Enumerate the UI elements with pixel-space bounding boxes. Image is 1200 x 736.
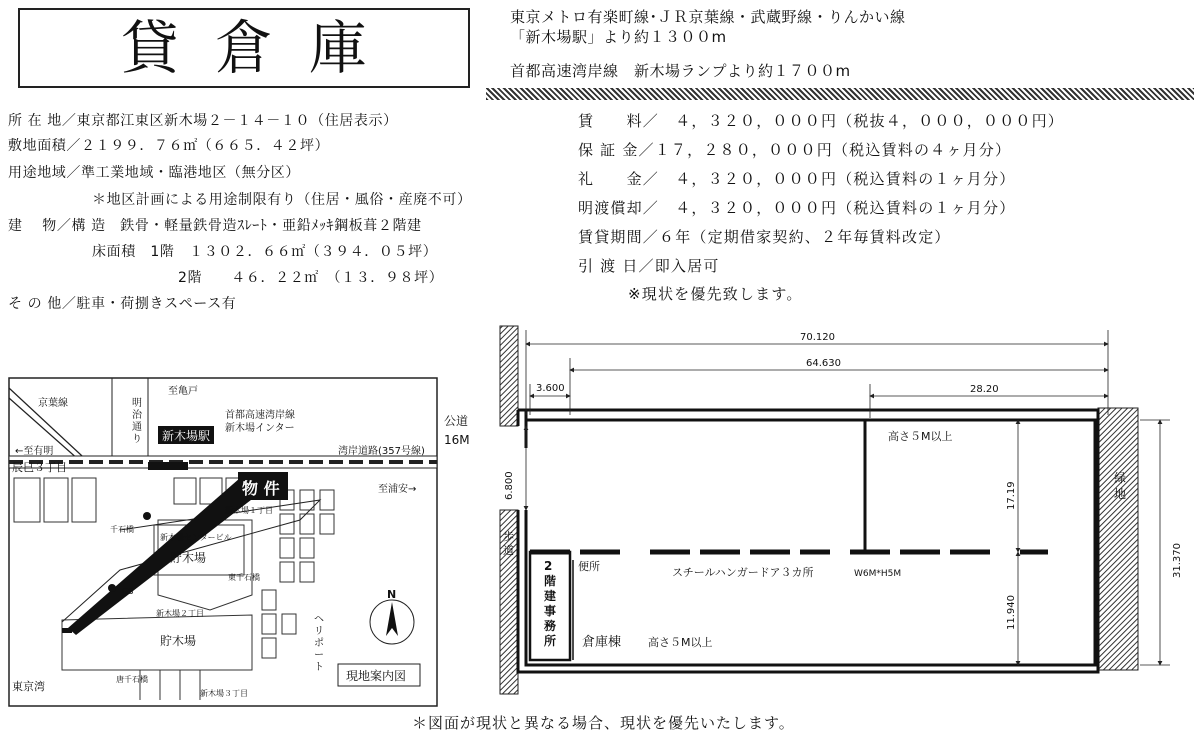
door-size-label: W6M*H5M (854, 569, 902, 579)
map-label-property: 物 件 (242, 479, 280, 498)
map-label-gs: GS (122, 587, 134, 596)
map-label-tosengoku: 東千石橋 (228, 573, 260, 582)
height-upper-label: 高さ５M以上 (888, 430, 953, 443)
map-label-meiji: 明治通り (132, 398, 142, 445)
dim-total-width: 70.120 (800, 332, 835, 343)
location-map (0, 370, 445, 710)
floor-plan (440, 320, 1200, 704)
toilet-label: 便所 (578, 560, 600, 573)
wall-upper (500, 326, 518, 426)
height-lower-label: 高さ５M以上 (648, 636, 713, 649)
map-label-expressway2: 新木場インター (225, 423, 295, 434)
land-area-text: 敷地面積／２１９９．７６㎡（６６５．４２坪） (8, 138, 330, 154)
map-label-shinkiba2: 新木場２丁目 (156, 609, 204, 618)
dim-6-8: 6.800 (504, 471, 515, 500)
station-block (148, 462, 188, 470)
map-label-chokuba1: 貯木場 (170, 551, 207, 565)
deposit-text: 保 証 金／１７，２８０，０００円（税込賃料の４ヶ月分） (578, 141, 1012, 159)
page-title: 貸倉庫 (120, 14, 403, 82)
map-label-urayasu: 至浦安→ (378, 484, 417, 495)
access-line-2: 「新木場駅」より約１３００m (510, 28, 727, 46)
office-label: 2 階建事務所 (544, 559, 557, 648)
map-label-tokyo-bay: 東京湾 (12, 680, 45, 693)
greenery-strip (1098, 408, 1138, 670)
floor-area-1: 床面積 1階 １３０２．６６㎡（３９４．０５坪） (92, 244, 438, 260)
map-label-shinkiba1: 新木場１丁目 (225, 506, 273, 515)
dim-17-19: 17.19 (1006, 481, 1017, 510)
map-label-keiyo: 京葉線 (38, 398, 68, 409)
map-label-chokuba2: 貯木場 (160, 634, 197, 648)
other-text: そ の 他／駐車・荷捌きスペース有 (8, 296, 237, 312)
dim-31-37: 31.370 (1172, 543, 1183, 578)
building-text: 建 物／構 造 鉄骨・軽量鉄骨造ｽﾚｰﾄ・亜鉛ﾒｯｷ鋼板葺２階建 (8, 218, 422, 234)
map-label-kameido: 至亀戸 (168, 386, 198, 397)
north-label: N (387, 588, 397, 601)
lease-term-text: 賃貸期間／６年（定期借家契約、２年毎賃料改定） (578, 228, 951, 246)
map-label-bay-road: 湾岸道路(357号線) (338, 446, 425, 457)
rent-text: 賃 料／ ４，３２０，０００円（税抜４，０００，０００円） (578, 112, 1065, 130)
greenery-label: 緑地 (1114, 471, 1127, 501)
site-outline (518, 410, 1098, 672)
dim-11-94: 11.940 (1006, 595, 1017, 630)
access-line-3: 首都高速湾岸線 新木場ランプより約１７００m (510, 62, 851, 80)
warehouse-label: 倉庫棟 (582, 635, 622, 650)
dim-3-6: 3.600 (536, 383, 565, 394)
gs-marker (108, 584, 116, 592)
map-label-expressway1: 首都高速湾岸線 (225, 410, 295, 421)
center-building-marker (143, 512, 151, 520)
public-road-width: 16M (444, 433, 470, 447)
public-road-label: 公道 (444, 414, 469, 428)
map-label-ariake: ←至有明 (15, 446, 54, 457)
map-label-heliport: ヘリポート (314, 614, 324, 673)
dim-64: 64.630 (806, 358, 841, 369)
map-label-sengoku: 千石橋 (110, 525, 134, 534)
map-label-shinkiba3: 新木場３丁目 (200, 689, 248, 698)
handover-text: 引 渡 日／即入居可 (578, 257, 720, 275)
hatched-divider (486, 88, 1194, 100)
location-text: 所 在 地／東京都江東区新木場２－１４－１０（住居表示） (8, 113, 398, 129)
map-caption: 現地案内図 (346, 669, 407, 683)
footer-note: ＊図面が現状と異なる場合、現状を優先いたします。 (412, 714, 795, 732)
dim-28-2: 28.20 (970, 384, 999, 395)
sidewalk-label: 歩道 (503, 530, 514, 557)
map-label-tatsumi: 辰巳３丁目 (12, 461, 67, 474)
floor-area-2: 2階 ４６．２２㎡ （１３．９８坪） (178, 270, 444, 286)
zoning-note: ＊地区計画による用途制限有り（住居・風俗・産廃不可） (92, 192, 472, 208)
access-line-1: 東京メトロ有楽町線･ＪＲ京葉線・武蔵野線・りんかい線 (510, 8, 906, 26)
key-money-text: 礼 金／ ４，３２０，０００円（税込賃料の１ヶ月分） (578, 170, 1016, 188)
amortization-text: 明渡償却／ ４，３２０，０００円（税込賃料の１ヶ月分） (578, 199, 1016, 217)
map-label-center-bldg: 新木場センタービル (160, 533, 232, 542)
zoning-text: 用途地域／準工業地域・臨港地区（無分区） (8, 165, 300, 181)
doors-label: スチールハンガードア３カ所 (672, 566, 814, 579)
map-label-station: 新木場駅 (162, 429, 211, 443)
map-frame (9, 378, 437, 706)
priority-note: ※現状を優先致します。 (628, 285, 803, 303)
map-label-karasengoku: 唐千石橋 (116, 675, 148, 684)
bridge-marker (62, 628, 72, 633)
